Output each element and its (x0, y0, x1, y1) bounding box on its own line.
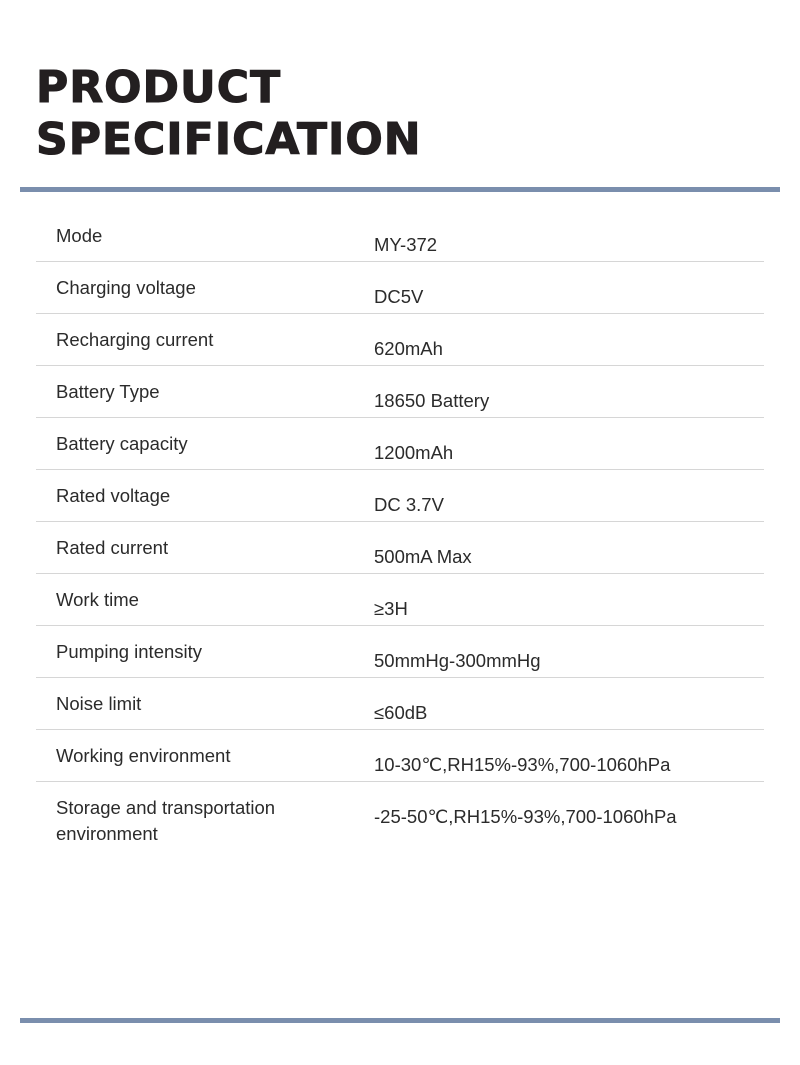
specification-table (36, 210, 764, 859)
page-title-line-1: PRODUCT (36, 62, 282, 113)
title-divider-bottom (20, 1018, 780, 1023)
table-row (36, 210, 764, 262)
spec-label: Recharging current (56, 329, 214, 350)
spec-label: Work time (56, 589, 139, 610)
spec-value: 18650 Battery (374, 390, 490, 411)
spec-label: Battery Type (56, 381, 160, 402)
spec-value: DC5V (374, 286, 424, 307)
spec-value: ≥3H (374, 598, 408, 619)
spec-label: Pumping intensity (56, 641, 203, 662)
spec-value: 1200mAh (374, 442, 454, 463)
spec-label: Rated voltage (56, 485, 171, 506)
page-title-line-2: SPECIFICATION (36, 114, 422, 165)
page-title (0, 0, 800, 166)
spec-label: Mode (56, 225, 103, 246)
spec-value: 620mAh (374, 338, 443, 359)
spec-value: MY-372 (374, 234, 438, 255)
spec-value: 50mmHg-300mmHg (374, 650, 541, 671)
table-row (36, 782, 764, 860)
title-divider-bottom-wrap (0, 1018, 800, 1023)
spec-label: Rated current (56, 537, 169, 558)
spec-value: 10-30℃,RH15%-93%,700-1060hPa (374, 754, 671, 775)
spec-label: Battery capacity (56, 433, 188, 454)
specification-table-body (36, 210, 764, 859)
spec-label: Noise limit (56, 693, 142, 714)
spec-value: DC 3.7V (374, 494, 444, 515)
spec-value: 500mA Max (374, 546, 472, 567)
title-divider-top (20, 187, 780, 192)
spec-label: Working environment (56, 745, 231, 766)
spec-label: Charging voltage (56, 277, 196, 298)
spec-value: -25-50℃,RH15%-93%,700-1060hPa (374, 806, 677, 827)
spec-label: Storage and transportation environment (56, 797, 276, 844)
spec-value: ≤60dB (374, 702, 428, 723)
